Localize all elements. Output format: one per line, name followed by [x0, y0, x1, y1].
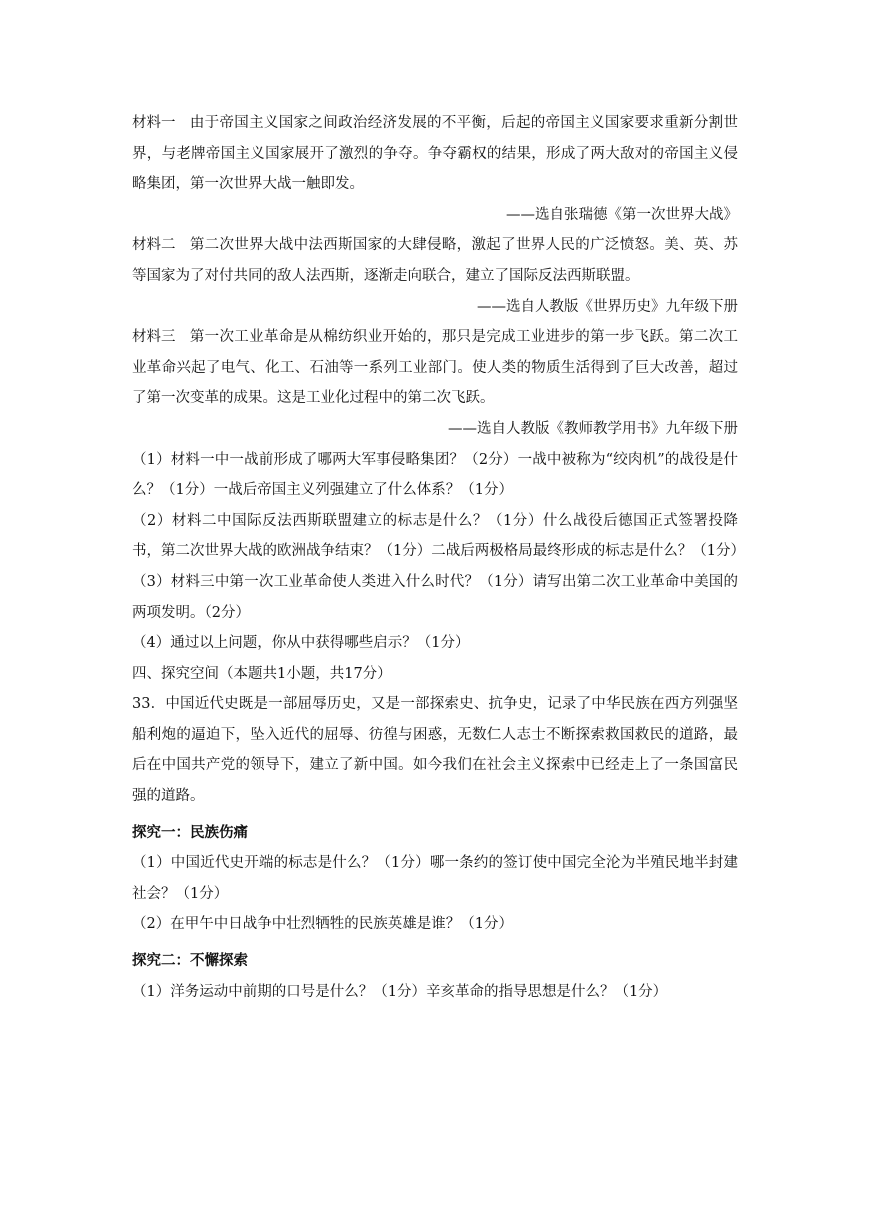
question-32-4: （4）通过以上问题，你从中获得哪些启示？（1分）: [132, 635, 470, 652]
inquiry-2-title: 探究二：不懈探索: [132, 953, 248, 970]
section-4-title: 四、探究空间（本题共1小题，共17分）: [132, 665, 392, 682]
material-2-source: ——选自人教版《世界历史》九年级下册: [477, 298, 738, 315]
material-3: [132, 322, 738, 414]
question-33-intro: 33．中国近代史既是一部屈辱历史，又是一部探索史、抗争史，记录了中华民族在西方列强坚船利炮的逼迫下，坠入近代的屈辱、彷徨与困惑，无数仁人志士不断探索救国救民的道路，最后在中国共产党的领导下，建立了新中国。如今我们在社会主义探索中已经走上了一条国富民强的道路。: [132, 696, 738, 805]
material-2: [132, 230, 738, 291]
document-page: [132, 108, 745, 1007]
material-3-text: 第一次工业革命是从棉纺织业开始的，那只是完成工业进步的第一步飞跃。第二次工业革命兴起了电气、化工、石油等一系列工业部门。使人类的物质生活得到了巨大改善，超过了第一次变革的成果。这是工业化过程中的第二次飞跃。: [132, 329, 738, 407]
material-1: [132, 108, 738, 200]
material-2-text: 第二次世界大战中法西斯国家的大肆侵略，激起了世界人民的广泛愤怒。美、英、苏等国家为了对付共同的敌人法西斯，逐渐走向联合，建立了国际反法西斯联盟。: [132, 237, 738, 284]
question-32-3: （3）材料三中第一次工业革命使人类进入什么时代？（1分）请写出第二次工业革命中美国的两项发明。（2分）: [132, 573, 738, 621]
material-1-source: ——选自张瑞德《第一次世界大战》: [506, 206, 738, 223]
material-1-text: 由于帝国主义国家之间政治经济发展的不平衡，后起的帝国主义国家要求重新分割世界，与老牌帝国主义国家展开了激烈的争夺。争夺霸权的结果，形成了两大敌对的帝国主义侵略集团，第一次世界大战一触即发。: [132, 115, 738, 193]
question-32-1: （1）材料一中一战前形成了哪两大军事侵略集团？（2分）一战中被称为“绞肉机”的战役是什么？（1分）一战后帝国主义列强建立了什么体系？（1分）: [132, 451, 738, 499]
inquiry-2-question-1: （1）洋务运动中前期的口号是什么？（1分）辛亥革命的指导思想是什么？（1分）: [132, 983, 668, 1000]
material-2-label: 材料二: [132, 237, 176, 254]
material-3-label: 材料三: [132, 329, 176, 346]
question-32-2: （2）材料二中国际反法西斯联盟建立的标志是什么？（1分）什么战役后德国正式签署投降书，第二次世界大战的欧洲战争结束？（1分）二战后两极格局最终形成的标志是什么？（1分）: [132, 512, 745, 560]
inquiry-1-question-2: （2）在甲午中日战争中壮烈牺牲的民族英雄是谁？（1分）: [132, 916, 513, 933]
inquiry-1-question-1: （1）中国近代史开端的标志是什么？（1分）哪一条约的签订使中国完全沦为半殖民地半封建社会？（1分）: [132, 855, 738, 902]
material-1-label: 材料一: [132, 115, 176, 131]
material-3-source: ——选自人教版《教师教学用书》九年级下册: [448, 420, 738, 437]
inquiry-1-title: 探究一：民族伤痛: [132, 824, 248, 841]
